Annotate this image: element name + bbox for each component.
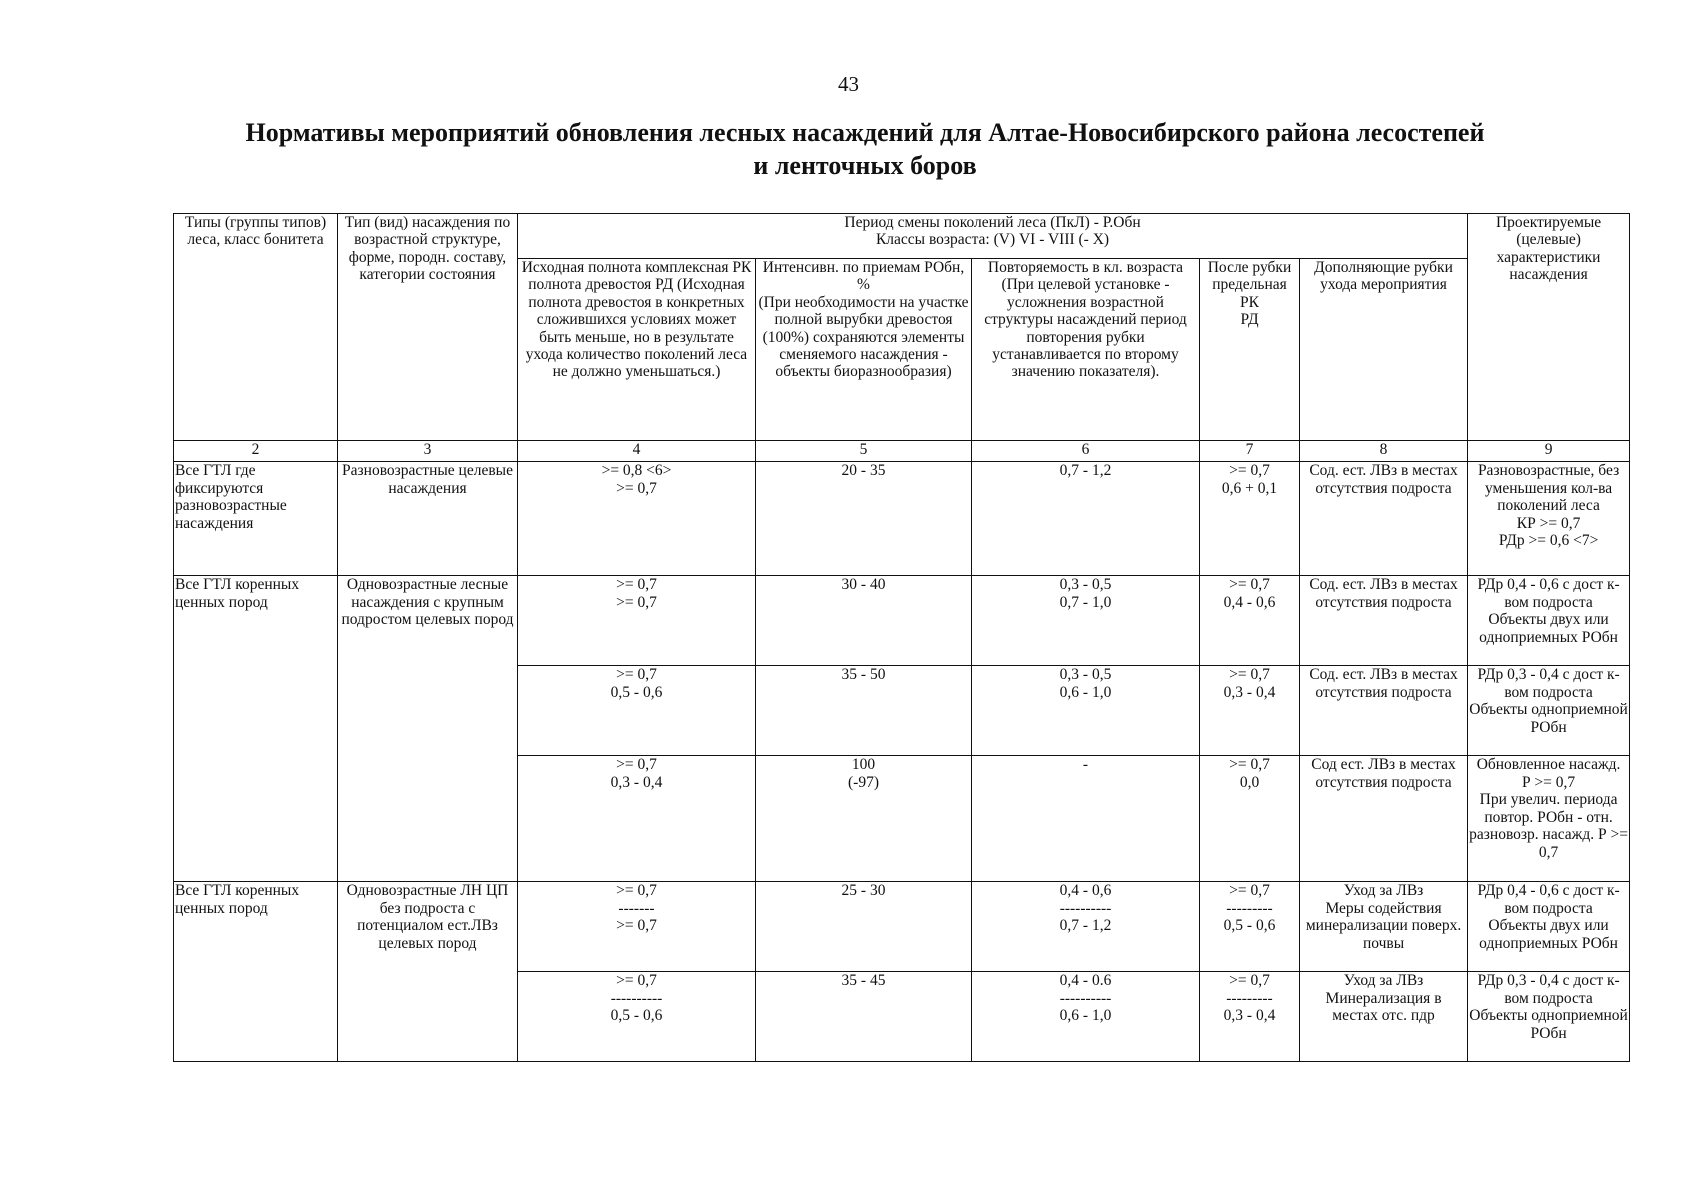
density-cell — [518, 666, 756, 756]
header-initial-density: Исходная полнота комплексная РК полнота древостоя РД (Исходная полнота древостоя в конкретных сложившихся условиях может быть меньше, но в результате ухода количество поколений леса не должно уменьшаться.) — [518, 259, 756, 441]
standards-table — [173, 213, 1630, 1062]
intensity-cell — [756, 972, 972, 1062]
intensity-cell — [756, 882, 972, 972]
after-cut-cell — [1200, 666, 1300, 756]
target-value: РДр 0,3 - 0,4 с дост к-вом подроста Объекты одноприемной РОбн — [1469, 666, 1628, 736]
after-cut-cell — [1200, 972, 1300, 1062]
header-generation-period-text: Период смены поколений леса (ПкЛ) - Р.Обн Классы возраста: (V) VI - VIII (- X) — [844, 214, 1141, 249]
col-number: 4 — [518, 441, 756, 462]
after-cut-value: >= 0,7 --------- 0,3 - 0,4 — [1223, 972, 1276, 1025]
density-value: >= 0,7 0,3 - 0,4 — [610, 756, 663, 791]
header-after-cutting-cell — [1200, 259, 1300, 441]
measures-cell — [1300, 666, 1468, 756]
intensity-value: 100 (-97) — [848, 756, 879, 791]
repeat-value: 0,3 - 0,5 0,7 - 1,0 — [1059, 576, 1112, 611]
density-value: >= 0,8 <6> >= 0,7 — [601, 462, 672, 497]
intensity-value: 25 - 30 — [841, 882, 886, 899]
repeat-value: 0,4 - 0.6 ---------- 0,6 - 1,0 — [1059, 972, 1112, 1025]
header-intensity-cell — [756, 259, 972, 441]
stand-type-cell: Одновозрастные ЛН ЦП без подроста с потенциалом ест.ЛВз целевых пород — [338, 882, 518, 1062]
repeat-cell — [972, 882, 1200, 972]
after-cut-cell — [1200, 576, 1300, 666]
density-cell — [518, 972, 756, 1062]
measures-cell — [1300, 882, 1468, 972]
after-cut-value: >= 0,7 0,3 - 0,4 — [1223, 666, 1276, 701]
density-value: >= 0,7 ---------- 0,5 - 0,6 — [610, 972, 663, 1025]
header-after-cutting: После рубки предельная РК РД — [1207, 259, 1292, 329]
after-cut-value: >= 0,7 --------- 0,5 - 0,6 — [1223, 882, 1276, 935]
col-number: 9 — [1468, 441, 1630, 462]
header-additional-measures: Дополняющие рубки ухода мероприятия — [1300, 259, 1468, 441]
repeat-cell — [972, 756, 1200, 882]
after-cut-cell — [1200, 756, 1300, 882]
measures-cell — [1300, 756, 1468, 882]
repeat-cell — [972, 576, 1200, 666]
target-value: Разновозрастные, без уменьшения кол-ва поколений леса КР >= 0,7 РДр >= 0,6 <7> — [1477, 462, 1620, 550]
header-stand-type: Тип (вид) насаждения по возрастной структуре, форме, породн. составу, категории состояния — [338, 214, 518, 441]
intensity-value: 30 - 40 — [841, 576, 886, 593]
repeat-value: 0,7 - 1,2 — [1059, 462, 1112, 479]
measures-value: Сод. ест. ЛВз в местах отсутствия подроста — [1309, 666, 1458, 701]
intensity-cell — [756, 666, 972, 756]
header-forest-type: Типы (группы типов) леса, класс бонитета — [174, 214, 338, 441]
repeat-cell — [972, 666, 1200, 756]
intensity-cell — [756, 462, 972, 576]
header-target-characteristics: Проектируемые (целевые) характеристики насаждения — [1468, 214, 1630, 441]
table-row — [174, 462, 1630, 576]
forest-type-cell: Все ГТЛ коренных ценных пород — [174, 576, 338, 882]
target-cell — [1468, 882, 1630, 972]
measures-cell — [1300, 972, 1468, 1062]
after-cut-cell — [1200, 882, 1300, 972]
target-cell — [1468, 462, 1630, 576]
header-repeatability: Повторяемость в кл. возраста (При целевой установке - усложнения возрастной структуры насаждений период повторения рубки устанавливается по второму значению показателя). — [972, 259, 1200, 441]
density-cell — [518, 576, 756, 666]
target-value: РДр 0,4 - 0,6 с дост к-вом подроста Объекты двух или одноприемных РОбн — [1477, 882, 1620, 952]
table-row — [174, 576, 1630, 666]
repeat-value: - — [1082, 756, 1089, 773]
after-cut-value: >= 0,7 0,6 + 0,1 — [1221, 462, 1278, 497]
intensity-value: 20 - 35 — [841, 462, 886, 479]
target-cell — [1468, 756, 1630, 882]
col-number: 3 — [338, 441, 518, 462]
density-value: >= 0,7 ------- >= 0,7 — [616, 882, 657, 935]
document-title — [150, 116, 1580, 182]
measures-value: Уход за ЛВз Минерализация в местах отс. пдр — [1325, 972, 1442, 1025]
title-line-1: Нормативы мероприятий обновления лесных насаждений для Алтае-Новосибирского района лесостепей — [245, 118, 1485, 147]
intensity-value: 35 - 50 — [841, 666, 886, 683]
repeat-value: 0,3 - 0,5 0,6 - 1,0 — [1059, 666, 1112, 701]
after-cut-cell — [1200, 462, 1300, 576]
stand-type-cell: Разновозрастные целевые насаждения — [338, 462, 518, 576]
page-number: 43 — [838, 72, 859, 96]
after-cut-value: >= 0,7 0,4 - 0,6 — [1223, 576, 1276, 611]
target-value: Обновленное насажд. Р >= 0,7 При увелич. периода повтор. РОбн - отн. разновозр. насажд. Р >= 0,7 — [1469, 756, 1628, 861]
after-cut-value: >= 0,7 0,0 — [1229, 756, 1270, 791]
density-value: >= 0,7 0,5 - 0,6 — [610, 666, 663, 701]
col-number: 6 — [972, 441, 1200, 462]
density-cell — [518, 462, 756, 576]
density-value: >= 0,7 >= 0,7 — [616, 576, 657, 611]
header-generation-period — [518, 214, 1468, 259]
header-intensity: Интенсивн. по приемам РОбн, % (При необходимости на участке полной вырубки древостоя (100%) сохраняются элементы сменяемого насаждения - объекты биоразнообразия) — [758, 259, 969, 381]
intensity-cell — [756, 576, 972, 666]
measures-cell — [1300, 462, 1468, 576]
target-cell — [1468, 576, 1630, 666]
title-line-2: и ленточных боров — [753, 151, 977, 180]
repeat-cell — [972, 462, 1200, 576]
measures-value: Сод. ест. ЛВз в местах отсутствия подроста — [1309, 576, 1458, 611]
stand-type-cell: Одновозрастные лесные насаждения с крупным подростом целевых пород — [338, 576, 518, 882]
density-cell — [518, 756, 756, 882]
forest-type-cell: Все ГТЛ коренных ценных пород — [174, 882, 338, 1062]
target-value: РДр 0,3 - 0,4 с дост к-вом подроста Объекты одноприемной РОбн — [1469, 972, 1628, 1042]
target-cell — [1468, 972, 1630, 1062]
repeat-value: 0,4 - 0,6 ---------- 0,7 - 1,2 — [1059, 882, 1112, 935]
measures-value: Сод. ест. ЛВз в местах отсутствия подроста — [1309, 462, 1458, 497]
measures-value: Сод ест. ЛВз в местах отсутствия подроста — [1311, 756, 1456, 791]
col-number: 8 — [1300, 441, 1468, 462]
intensity-cell — [756, 756, 972, 882]
target-cell — [1468, 666, 1630, 756]
col-number: 2 — [174, 441, 338, 462]
forest-type-cell: Все ГТЛ где фиксируются разновозрастные насаждения — [174, 462, 338, 576]
table-row — [174, 882, 1630, 972]
measures-cell — [1300, 576, 1468, 666]
target-value: РДр 0,4 - 0,6 с дост к-вом подроста Объекты двух или одноприемных РОбн — [1477, 576, 1620, 646]
col-number: 7 — [1200, 441, 1300, 462]
intensity-value: 35 - 45 — [841, 972, 886, 989]
density-cell — [518, 882, 756, 972]
measures-value: Уход за ЛВз Меры содействия минерализации поверх. почвы — [1305, 882, 1462, 952]
repeat-cell — [972, 972, 1200, 1062]
col-number: 5 — [756, 441, 972, 462]
